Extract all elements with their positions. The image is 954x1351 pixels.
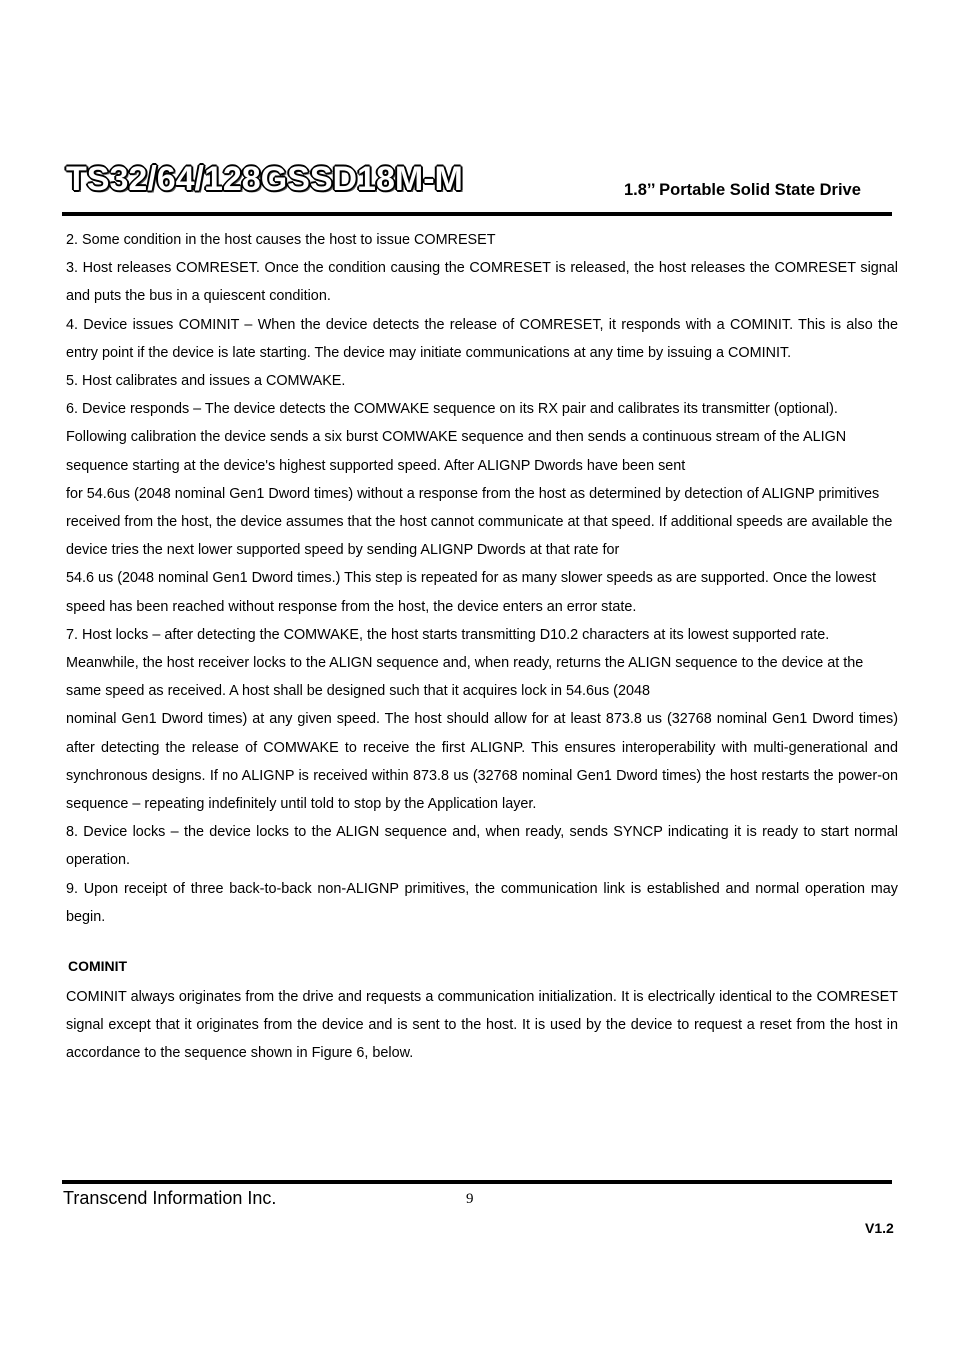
version-label: V1.2 xyxy=(865,1220,894,1236)
paragraph-step-3: 3. Host releases COMRESET. Once the condition causing the COMRESET is released, the host releases the COMRESET signal and puts the bus in a quiescent condition. xyxy=(66,260,898,305)
footer-company: Transcend Information Inc. xyxy=(63,1188,277,1208)
section-heading-cominit: COMINIT xyxy=(68,958,128,974)
paragraph-step-6-cont-1: for 54.6us (2048 nominal Gen1 Dword times) without a response from the host as determined by detection of ALIGNP primitives received from the host, the device assumes that the host cannot communicate at that speed. If additional speeds are available the device tries the next lower supported speed by sending ALIGNP Dwords at that rate for xyxy=(66,485,893,559)
paragraph-step-4: 4. Device issues COMINIT – When the device detects the release of COMRESET, it responds with a COMINIT. This is also the entry point if the device is late starting. The device may initiate communications at any time by issuing a COMINIT. xyxy=(66,316,898,361)
document-title: TS32/64/128GSSD18M-M xyxy=(66,160,463,198)
header-divider xyxy=(62,212,892,216)
paragraph-step-6: 6. Device responds – The device detects the COMWAKE sequence on its RX pair and calibrates its transmitter (optional). Following calibration the device sends a six burst COMWAKE sequence and then sends a continuous stream of the ALIGN sequence starting at the device's highest supported speed. After ALIGNP Dwords have been sent xyxy=(66,401,847,474)
document-subtitle: 1.8’’ Portable Solid State Drive xyxy=(624,181,861,199)
paragraph-step-6-cont-2: 54.6 us (2048 nominal Gen1 Dword times.) This step is repeated for as many slower speeds as are supported. Once the lowest speed has been reached without response from the host, the device enters an error state. xyxy=(66,570,877,615)
paragraph-step-5: 5. Host calibrates and issues a COMWAKE. xyxy=(66,373,346,390)
paragraph-step-7-cont: nominal Gen1 Dword times) at any given speed. The host should allow for at least 873.8 us (32768 nominal Gen1 Dword times) after detecting the release of COMWAKE to receive the first ALIGNP. This ensures interoperability with multi-generational and synchronous designs. If no ALIGNP is received within 873.8 us (32768 nominal Gen1 Dword times) the host restarts the power-on sequence – repeating indefinitely until told to stop by the Application layer. xyxy=(66,711,898,813)
paragraph-step-8: 8. Device locks – the device locks to the ALIGN sequence and, when ready, sends SYNCP indicating it is ready to start normal operation. xyxy=(66,824,898,869)
paragraph-step-7: 7. Host locks – after detecting the COMWAKE, the host starts transmitting D10.2 characters at its lowest supported rate. Meanwhile, the host receiver locks to the ALIGN sequence and, when ready, returns the ALIGN sequence to the device at the same speed as received. A host shall be designed such that it acquires lock in 54.6us (2048 xyxy=(66,626,864,700)
page-number: 9 xyxy=(466,1191,474,1207)
paragraph-step-2: 2. Some condition in the host causes the host to issue COMRESET xyxy=(66,232,496,248)
paragraph-step-9: 9. Upon receipt of three back-to-back non-ALIGNP primitives, the communication link is established and normal operation may begin. xyxy=(66,880,898,925)
body-text xyxy=(66,226,898,931)
footer-divider xyxy=(62,1180,892,1184)
paragraph-cominit: COMINIT always originates from the drive and requests a communication initialization. It is electrically identical to the COMRESET signal except that it originates from the device and is sent to the host. It is used by the device to request a reset from the host in accordance to the sequence shown in Figure 6, below. xyxy=(66,989,898,1062)
section-body-cominit xyxy=(66,983,898,1068)
